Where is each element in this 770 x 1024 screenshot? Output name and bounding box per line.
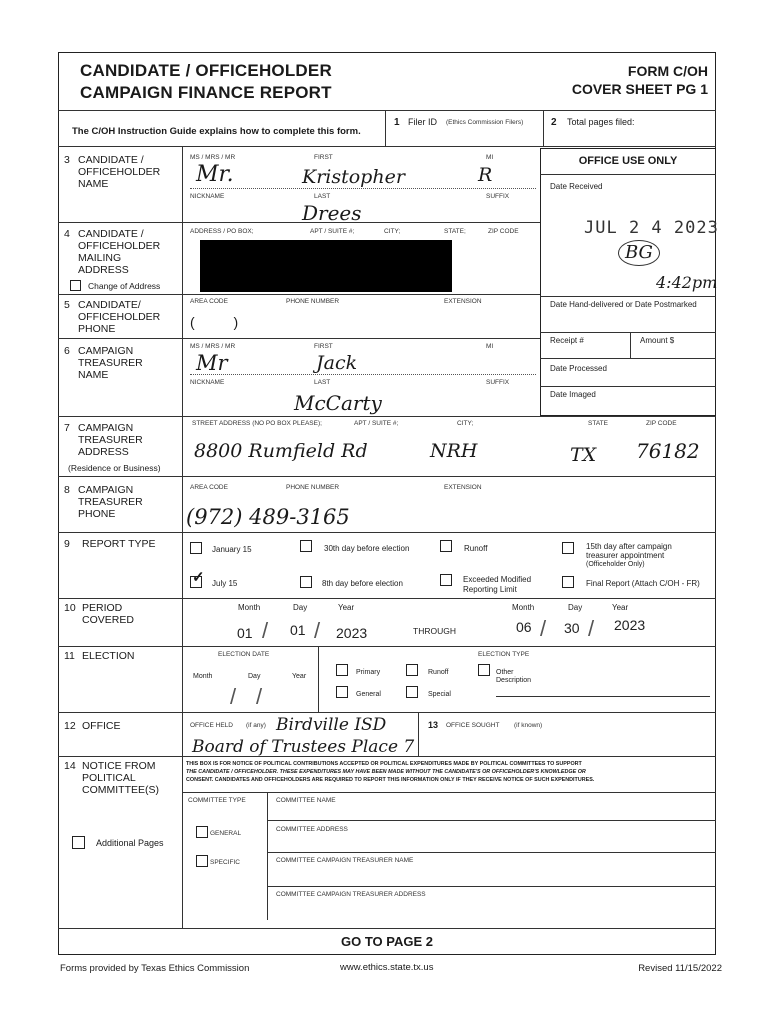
sec8-col-area: AREA CODE (190, 484, 228, 491)
sec4-col-zip: ZIP CODE (488, 228, 519, 235)
sec6-label-1: CAMPAIGN (78, 345, 134, 357)
sec11-num: 11 (64, 650, 75, 662)
sec7-label-2: TREASURER (78, 434, 143, 446)
report-type-exceeded-checkbox[interactable] (440, 574, 452, 586)
sec3-col-first: FIRST (314, 154, 333, 161)
election-special-checkbox[interactable] (406, 686, 418, 698)
office-held-line1: Birdville ISD (276, 715, 387, 735)
go-to-page-2: GO TO PAGE 2 (341, 934, 433, 949)
treasurer-city: NRH (430, 440, 478, 462)
sec6-col-nickname: NICKNAME (190, 379, 225, 386)
sec5-label-3: PHONE (78, 323, 116, 335)
received-stamp-date: JUL 2 4 2023 (584, 218, 719, 238)
received-initials: BG (618, 240, 660, 266)
sec4-label-2: OFFICEHOLDER (78, 240, 161, 252)
date-processed-label: Date Processed (550, 364, 607, 373)
committee-general-label: GENERAL (210, 830, 242, 837)
treasurer-last-name: McCarty (294, 391, 382, 415)
sec6-label-3: NAME (78, 369, 109, 381)
date-imaged-label: Date Imaged (550, 390, 596, 399)
report-type-final-checkbox[interactable] (562, 576, 574, 588)
report-type-15th-checkbox[interactable] (562, 542, 574, 554)
election-other-checkbox[interactable] (478, 664, 490, 676)
sec7-col-apt: APT / SUITE #; (354, 420, 399, 427)
candidate-mi: R (478, 164, 493, 186)
candidate-phone-parens: ( ) (190, 314, 239, 330)
filer-id-label: Filer ID (408, 117, 437, 127)
report-type-final-label: Final Report (Attach C/OH - FR) (586, 579, 700, 588)
treasurer-state: TX (570, 444, 597, 466)
sec8-label-3: PHONE (78, 508, 116, 520)
candidate-prefix: Mr. (196, 162, 234, 187)
election-primary-checkbox[interactable] (336, 664, 348, 676)
sec5-col-ext: EXTENSION (444, 298, 482, 305)
committee-general-checkbox[interactable] (196, 826, 208, 838)
sec6-label-2: TREASURER (78, 357, 143, 369)
election-runoff-label: Runoff (428, 669, 449, 676)
date-received-label: Date Received (550, 182, 603, 191)
committee-name-label: COMMITTEE NAME (276, 797, 336, 804)
footer-website: www.ethics.state.tx.us (340, 962, 434, 973)
sec5-col-phone: PHONE NUMBER (286, 298, 340, 305)
committee-type-label: COMMITTEE TYPE (188, 797, 246, 804)
office-held-line2: Board of Trustees Place 7 (192, 737, 415, 757)
period-to-sep1: / (540, 616, 547, 641)
election-date-sep1: / (230, 684, 237, 709)
sec5-label-2: OFFICEHOLDER (78, 311, 161, 323)
sec4-col-city: CITY; (384, 228, 401, 235)
report-type-15th-line2: treasurer appointment (586, 551, 665, 560)
office-sought-label: OFFICE SOUGHT (446, 722, 500, 729)
sec10-col-day-from: Day (293, 603, 308, 612)
treasurer-phone: (972) 489-3165 (186, 505, 350, 529)
committee-treasurer-address-label: COMMITTEE CAMPAIGN TREASURER ADDRESS (276, 891, 426, 898)
sec3-label-3: NAME (78, 178, 109, 190)
sec14-label-2: POLITICAL (82, 772, 136, 784)
report-type-runoff-label: Runoff (464, 544, 488, 553)
sec14-num: 14 (64, 760, 76, 772)
office-held-label: OFFICE HELD (190, 722, 233, 729)
treasurer-street: 8800 Rumfield Rd (194, 440, 368, 462)
period-from-day: 01 (290, 622, 306, 638)
sec12-label: OFFICE (82, 720, 121, 732)
footer-provided-by: Forms provided by Texas Ethics Commission (60, 963, 250, 974)
sec9-num: 9 (64, 538, 70, 550)
period-to-sep2: / (588, 616, 595, 641)
report-type-jan15-checkbox[interactable] (190, 542, 202, 554)
sec5-num: 5 (64, 299, 70, 311)
notice-line-2: THE CANDIDATE / OFFICEHOLDER. THESE EXPENDITURES MAY HAVE BEEN MADE WITHOUT THE CANDIDATE'S OR OFFICEHOLDER'S KNOWLEDGE OR (186, 769, 586, 775)
additional-pages-label: Additional Pages (96, 838, 164, 848)
period-to-month: 06 (516, 619, 532, 635)
sec10-col-year-from: Year (338, 603, 355, 612)
election-description-label: Description (496, 677, 532, 684)
sec7-col-state: STATE (588, 420, 608, 427)
treasurer-prefix: Mr (196, 351, 228, 375)
sec6-col-mi: MI (486, 343, 494, 350)
period-from-sep1: / (262, 618, 269, 643)
sec7-label-3: ADDRESS (78, 446, 129, 458)
form-number: FORM C/OH (627, 63, 708, 79)
total-pages-label: Total pages filed: (567, 117, 635, 127)
sec3-col-last: LAST (314, 193, 331, 200)
sec3-col-suffix: SUFFIX (486, 193, 510, 200)
report-type-exceeded-line1: Exceeded Modified (463, 575, 532, 584)
sec6-col-last: LAST (314, 379, 331, 386)
sec6-col-suffix: SUFFIX (486, 379, 510, 386)
election-date-sep2: / (256, 684, 263, 709)
report-type-runoff-checkbox[interactable] (440, 540, 452, 552)
form-sheet: COVER SHEET PG 1 (571, 81, 708, 97)
sec10-col-year-to: Year (612, 603, 629, 612)
sec10-label-1: PERIOD (82, 602, 123, 614)
election-general-label: General (356, 691, 381, 698)
notice-line-1: THIS BOX IS FOR NOTICE OF POLITICAL CONTRIBUTIONS ACCEPTED OR POLITICAL EXPENDITURES MADE BY POLITICAL COMMITTEES TO SUPPORT (186, 761, 582, 767)
sec4-label-1: CANDIDATE / (78, 228, 144, 240)
sec3-col-mi: MI (486, 154, 494, 161)
period-from-sep2: / (314, 618, 321, 643)
redacted-address (200, 240, 452, 292)
sec11-col-month: Month (193, 673, 213, 680)
receipt-label: Receipt # (550, 336, 584, 345)
sec10-label-2: COVERED (82, 614, 134, 626)
report-type-15th-line1: 15th day after campaign (586, 542, 672, 551)
treasurer-first-name: Jack (316, 352, 358, 374)
election-other-label: Other (496, 669, 514, 676)
candidate-first-name: Kristopher (302, 166, 405, 188)
sec3-label-2: OFFICEHOLDER (78, 166, 161, 178)
footer-revised: Revised 11/15/2022 (638, 963, 722, 974)
committee-specific-label: SPECIFIC (210, 859, 240, 866)
sec10-num: 10 (64, 602, 76, 614)
notice-line-3: CONSENT. CANDIDATES AND OFFICEHOLDERS ARE REQUIRED TO REPORT THIS INFORMATION ONLY IF THEY RECEIVE NOTICE OF SUCH EXPENDITURES. (186, 777, 595, 783)
sec10-col-day-to: Day (568, 603, 583, 612)
filer-id-sub: (Ethics Commission Filers) (446, 119, 524, 126)
change-of-address-checkbox[interactable] (70, 280, 81, 291)
report-type-jul15-checkmark: ✓ (192, 569, 205, 586)
committee-treasurer-name-label: COMMITTEE CAMPAIGN TREASURER NAME (276, 857, 414, 864)
sec9-label: REPORT TYPE (82, 538, 156, 550)
sec8-col-ext: EXTENSION (444, 484, 482, 491)
sec3-col-prefix: MS / MRS / MR (190, 154, 236, 161)
election-runoff-checkbox[interactable] (406, 664, 418, 676)
sec6-col-prefix: MS / MRS / MR (190, 343, 236, 350)
report-type-8th-checkbox[interactable] (300, 576, 312, 588)
report-type-exceeded-line2: Reporting Limit (463, 585, 517, 594)
office-sought-sub: (if known) (514, 722, 543, 729)
amount-label: Amount $ (640, 336, 675, 345)
election-type-label: ELECTION TYPE (478, 651, 530, 658)
period-from-year: 2023 (336, 625, 368, 641)
form-title-line2: CAMPAIGN FINANCE REPORT (80, 83, 332, 102)
sec7-num: 7 (64, 422, 70, 434)
sec3-num: 3 (64, 154, 70, 166)
sec6-col-first: FIRST (314, 343, 333, 350)
hand-delivered-label: Date Hand-delivered or Date Postmarked (550, 300, 697, 309)
sec4-col-address: ADDRESS / PO BOX; (190, 228, 254, 235)
sec6-num: 6 (64, 345, 70, 357)
committee-address-label: COMMITTEE ADDRESS (276, 826, 348, 833)
sec7-sub: (Residence or Business) (68, 463, 161, 473)
office-use-title: OFFICE USE ONLY (578, 155, 678, 167)
form-title-line1: CANDIDATE / OFFICEHOLDER (80, 61, 332, 80)
additional-pages-checkbox[interactable] (72, 836, 85, 849)
election-special-label: Special (428, 691, 451, 698)
sec10-col-month-to: Month (512, 603, 535, 612)
sec5-col-area: AREA CODE (190, 298, 228, 305)
sec11-col-year: Year (292, 673, 307, 680)
sec4-col-state: STATE; (444, 228, 466, 235)
report-type-8th-label: 8th day before election (322, 579, 403, 588)
report-type-jan15-label: January 15 (212, 545, 252, 554)
received-stamp-time: 4:42pm (656, 273, 718, 292)
sec5-label-1: CANDIDATE/ (78, 299, 141, 311)
committee-specific-checkbox[interactable] (196, 855, 208, 867)
report-type-jul15-label: July 15 (212, 579, 238, 588)
report-type-30th-checkbox[interactable] (300, 540, 312, 552)
report-type-30th-label: 30th day before election (324, 544, 410, 553)
sec4-label-3: MAILING (78, 252, 122, 264)
sec7-col-city: CITY; (457, 420, 474, 427)
election-date-label: ELECTION DATE (218, 651, 270, 658)
period-through: THROUGH (413, 626, 456, 636)
total-pages-num: 2 (551, 117, 557, 128)
sec8-num: 8 (64, 484, 70, 496)
office-sought-num: 13 (428, 720, 439, 730)
election-general-checkbox[interactable] (336, 686, 348, 698)
sec11-label: ELECTION (82, 650, 135, 662)
treasurer-zip: 76182 (636, 439, 700, 463)
sec4-col-apt: APT / SUITE #; (310, 228, 355, 235)
period-to-year: 2023 (614, 617, 646, 633)
sec7-col-zip: ZIP CODE (646, 420, 677, 427)
sec8-col-phone: PHONE NUMBER (286, 484, 340, 491)
sec4-label-4: ADDRESS (78, 264, 129, 276)
sec12-num: 12 (64, 720, 76, 732)
report-type-15th-line3: (Officeholder Only) (586, 561, 645, 568)
sec14-label-1: NOTICE FROM (82, 760, 156, 772)
sec8-label-2: TREASURER (78, 496, 143, 508)
sec7-col-street: STREET ADDRESS (NO PO BOX PLEASE); (192, 420, 322, 427)
election-primary-label: Primary (356, 669, 381, 676)
sec14-label-3: COMMITTEE(S) (82, 784, 159, 796)
sec3-label-1: CANDIDATE / (78, 154, 144, 166)
sec10-col-month-from: Month (238, 603, 261, 612)
period-to-day: 30 (564, 620, 580, 636)
candidate-last-name: Drees (302, 201, 362, 225)
sec4-num: 4 (64, 228, 70, 240)
period-from-month: 01 (237, 625, 253, 641)
filer-id-num: 1 (394, 117, 400, 128)
office-held-sub: (if any) (246, 722, 266, 729)
sec8-label-1: CAMPAIGN (78, 484, 134, 496)
sec3-col-nickname: NICKNAME (190, 193, 225, 200)
instruction-guide-text: The C/OH Instruction Guide explains how to complete this form. (72, 126, 361, 137)
sec11-col-day: Day (248, 673, 261, 680)
sec7-label-1: CAMPAIGN (78, 422, 134, 434)
change-of-address-label: Change of Address (88, 281, 161, 291)
